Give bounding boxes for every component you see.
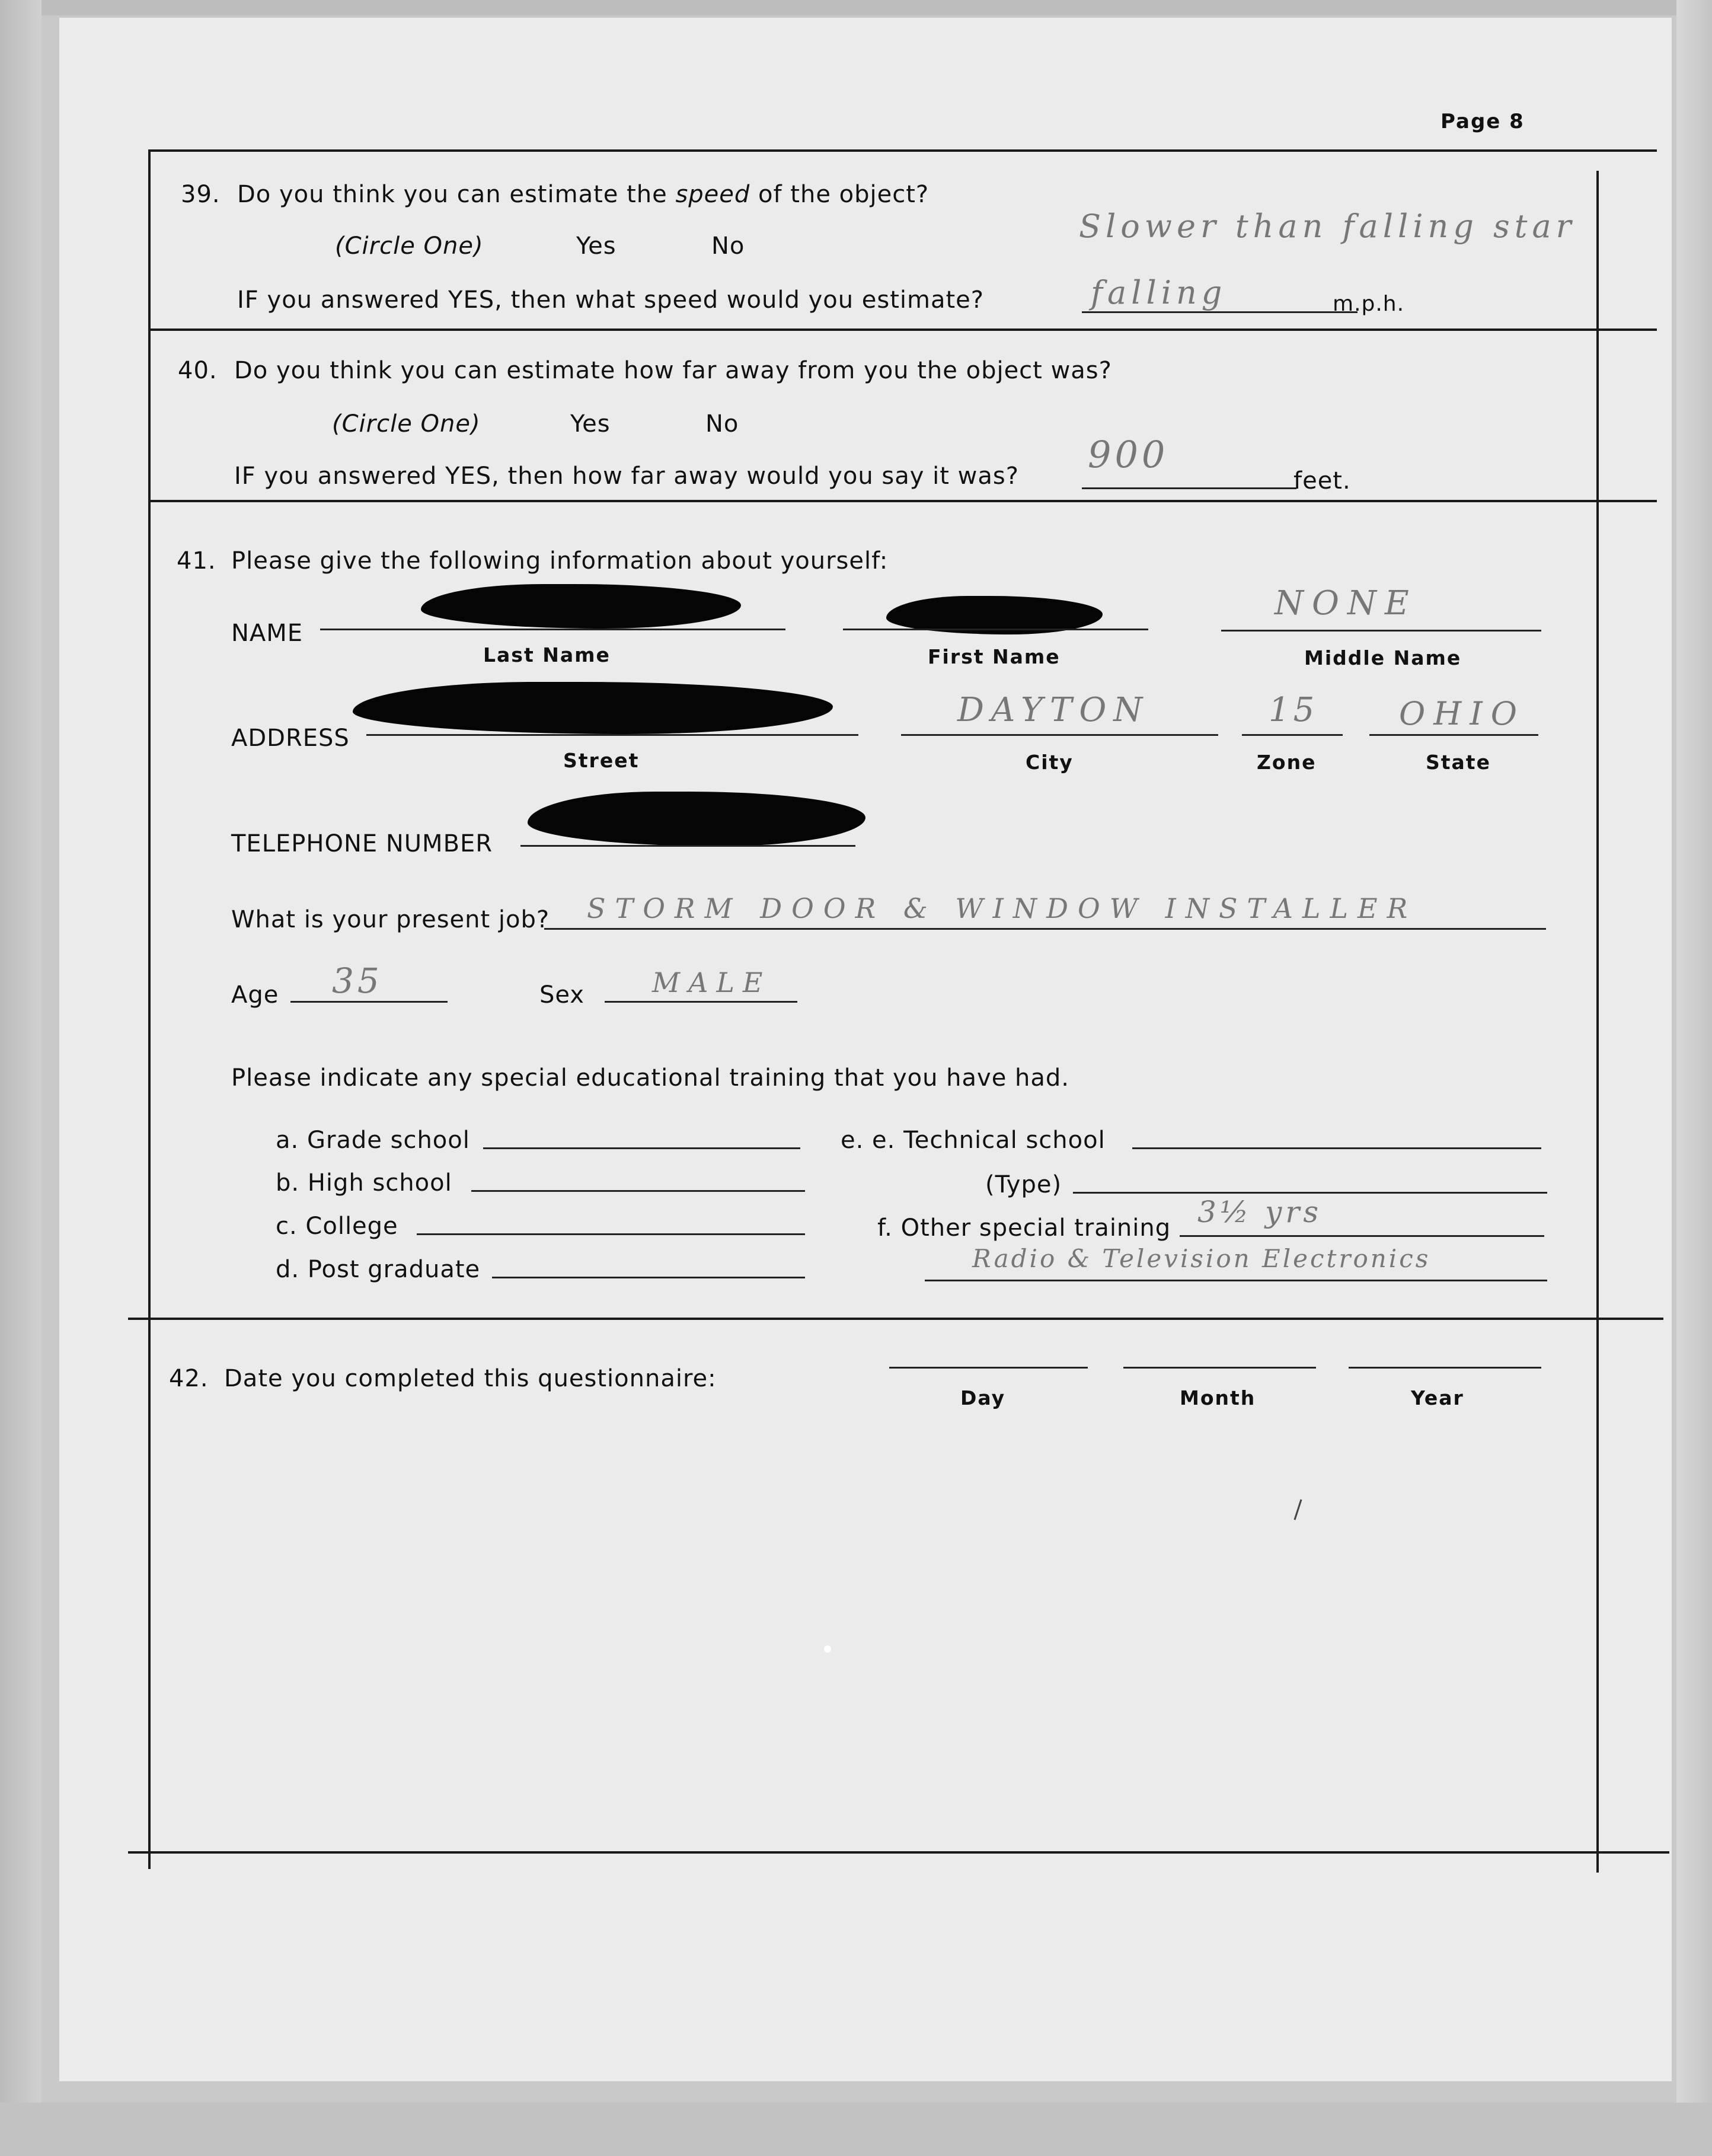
age-value: 35 [332,961,383,1001]
divider-41-42 [128,1318,1663,1320]
edu-other-training-line [1180,1235,1544,1237]
q39-answer-line2: falling [1091,274,1227,311]
job-label: What is your present job? [231,906,550,933]
stray-mark [1294,1499,1302,1520]
q39-yes-option[interactable]: Yes [576,232,617,260]
state-value: OHIO [1399,695,1525,732]
city-value: DAYTON [957,691,1150,729]
street-caption: Street [563,749,640,772]
middle-name-caption: Middle Name [1304,646,1462,669]
edu-other-training-label: f. Other special training [877,1214,1171,1242]
q40-yes-option[interactable]: Yes [570,410,611,438]
q40-unit: feet. [1293,467,1351,495]
q40-question: Do you think you can estimate how far away from you the object was? [234,357,1112,384]
edu-type-line [1073,1192,1547,1194]
frame-bottom [128,1851,1669,1854]
edu-grade-school-label: a. Grade school [276,1127,470,1154]
edu-grade-school-line [483,1147,800,1149]
zone-value: 15 [1269,691,1318,729]
q40-no-option[interactable]: No [705,410,739,438]
sex-line [605,1001,797,1003]
q42-month-caption: Month [1180,1386,1256,1409]
q40-answer: 900 [1088,433,1169,476]
age-line [290,1001,448,1003]
scan-edge-left [0,0,41,2156]
q39-circle-one: (Circle One) [335,232,484,260]
divider-40-41 [148,500,1657,502]
city-line [901,734,1218,736]
redacted-telephone [528,792,865,846]
q40-number: 40. [178,357,218,384]
edu-post-graduate-label: d. Post graduate [276,1256,481,1283]
name-label: NAME [231,620,304,647]
divider-39-40 [148,328,1657,331]
zone-caption: Zone [1257,751,1317,774]
last-name-caption: Last Name [483,643,611,666]
q40-followup: IF you answered YES, then how far away would you say it was? [234,463,1019,490]
q42-month-line [1123,1367,1316,1369]
frame-left [148,149,151,1869]
q39-speed-line [1082,311,1358,313]
q42-number: 42. [169,1365,209,1392]
edu-college-label: c. College [276,1213,398,1240]
scan-edge-right [1676,0,1712,2156]
edu-other-training-value1: 3½ yrs [1197,1195,1322,1229]
q42-year-line [1349,1367,1541,1369]
edu-technical-school-line [1132,1147,1541,1149]
middle-name-line [1221,630,1541,632]
frame-top [148,149,1657,152]
edu-high-school-label: b. High school [276,1169,452,1197]
edu-other-training-value2: Radio & Television Electronics [972,1244,1431,1273]
scan-edge-top [0,0,1712,15]
age-label: Age [231,981,279,1009]
state-line [1369,734,1538,736]
redacted-street [353,682,833,734]
redacted-last-name [421,584,741,629]
questionnaire-page [59,18,1672,2081]
q40-circle-one: (Circle One) [332,410,481,438]
edu-technical-school-label: e. e. Technical school [841,1127,1106,1154]
q42-question: Date you completed this questionnaire: [224,1365,717,1392]
sex-label: Sex [539,981,584,1009]
dust-speck [824,1645,831,1653]
edu-college-line [417,1233,805,1235]
q39-question: Do you think you can estimate the speed of the object? [237,181,930,208]
job-line [544,928,1546,930]
city-caption: City [1026,751,1074,774]
edu-post-graduate-line [492,1277,805,1278]
street-line [366,734,858,736]
q39-followup: IF you answered YES, then what speed would you estimate? [237,286,985,314]
q39-no-option[interactable]: No [711,232,745,260]
scan-edge-bottom [0,2103,1712,2156]
q42-day-caption: Day [960,1386,1006,1409]
first-name-caption: First Name [928,645,1061,668]
q39-unit: m.p.h. [1333,292,1405,316]
address-label: ADDRESS [231,725,350,752]
telephone-line [520,845,855,847]
middle-name-value: NONE [1275,584,1417,623]
q39-answer-line1: Slower than falling star [1079,208,1576,245]
q42-year-caption: Year [1411,1386,1464,1409]
q42-day-line [889,1367,1088,1369]
zone-line [1242,734,1343,736]
page-label: Page 8 [1440,110,1525,133]
q40-distance-line [1082,487,1296,489]
education-intro: Please indicate any special educational training that you have had. [231,1064,1070,1092]
sex-value: MALE [652,967,771,999]
frame-right [1596,171,1599,1873]
telephone-label: TELEPHONE NUMBER [231,830,493,857]
edu-high-school-line [471,1190,805,1192]
q39-number: 39. [181,181,221,208]
edu-other-training-line2 [925,1280,1547,1281]
q39-emphasis: speed [675,181,750,208]
q41-intro: Please give the following information about yourself: [231,547,889,575]
q41-number: 41. [177,547,216,575]
job-value: STORM DOOR & WINDOW INSTALLER [587,892,1417,924]
state-caption: State [1426,751,1491,774]
first-name-line [843,629,1148,630]
last-name-line [320,629,785,630]
edu-type-label: (Type) [985,1171,1062,1198]
